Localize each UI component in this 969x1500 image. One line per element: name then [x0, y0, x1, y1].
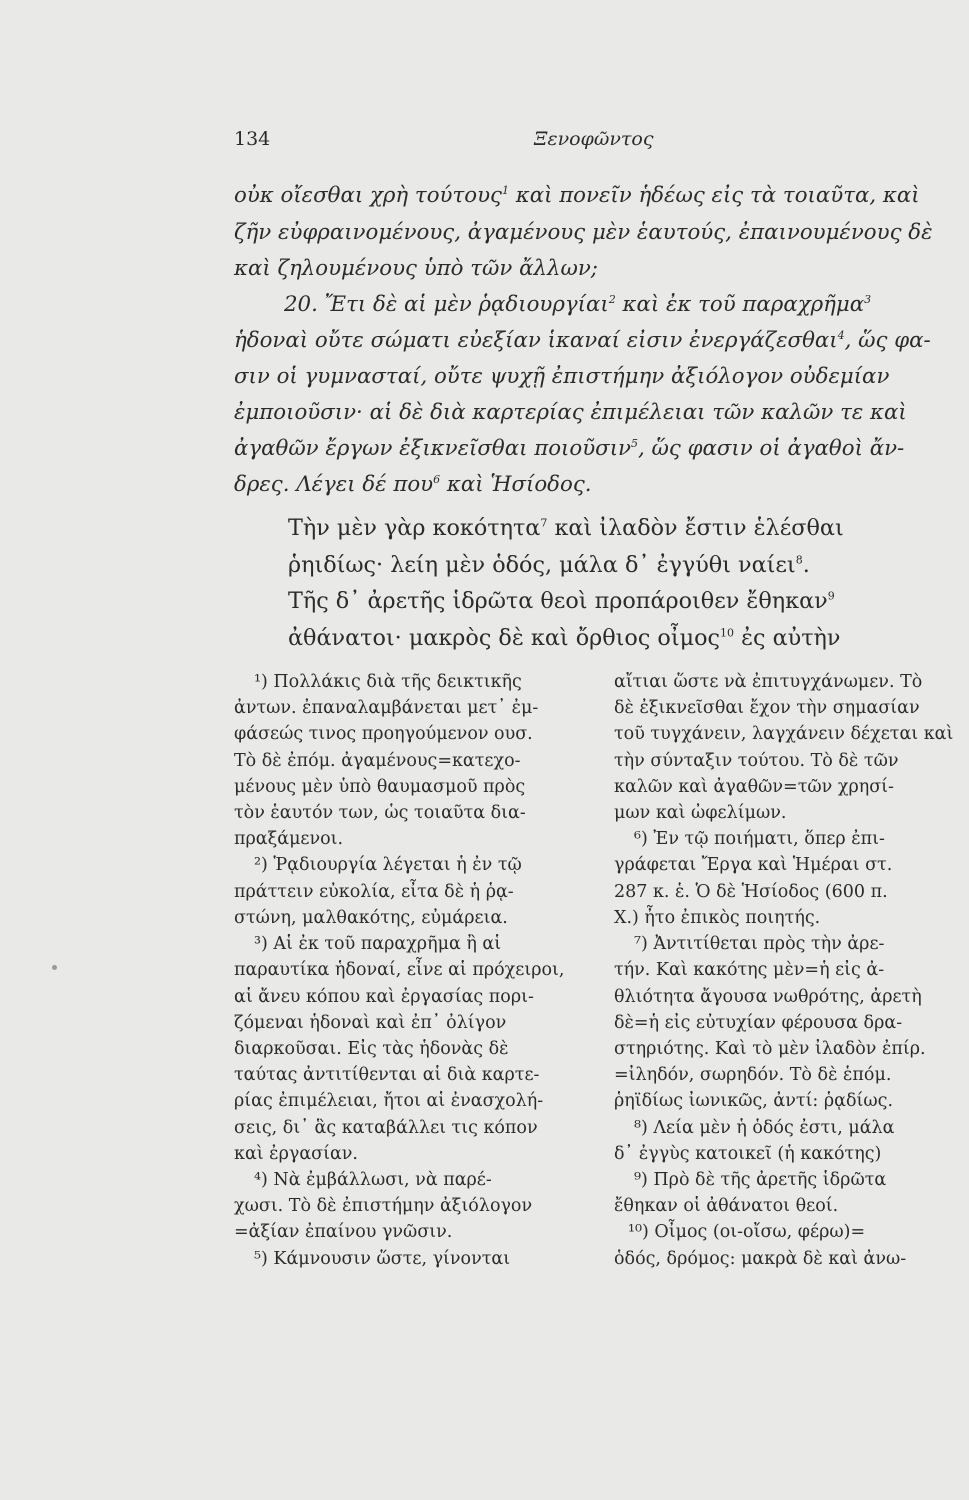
footnote-line: =ἀξίαν ἐπαίνου γνῶσιν. — [234, 1222, 453, 1242]
footnote-line: ἔθηκαν οἱ ἀθάνατοι θεοί. — [614, 1196, 839, 1216]
body-line: σιν οἱ γυμνασταί, οὔτε ψυχῇ ἐπιστήμην ἀξιόλογον οὐδεμίαν — [234, 364, 890, 389]
footnote-line: τοῦ τυγχάνειν, λαγχάνειν δέχεται καὶ — [614, 724, 954, 744]
footnote-line: καλῶν καὶ ἀγαθῶν=τῶν χρησί- — [614, 777, 894, 797]
footnote-line: ³) Αἱ ἐκ τοῦ παραχρῆμα ἢ αἱ — [254, 934, 502, 954]
verse-line: Τῆς δ᾽ ἀρετῆς ἱδρῶτα θεοὶ προπάροιθεν ἔθηκαν$^9$ — [288, 588, 835, 614]
footnote-line: πράττειν εὐκολία, εἶτα δὲ ἡ ῥᾳ- — [234, 882, 514, 902]
footnote-line: τὴν σύνταξιν τούτου. Τὸ δὲ τῶν — [614, 751, 899, 771]
footnote-line: αἱ ἄνευ κόπου καὶ ἐργασίας πορι- — [234, 987, 534, 1007]
footnote-line: ⁴) Νὰ ἐμβάλλωσι, νὰ παρέ- — [254, 1170, 492, 1190]
footnote-line: στηριότης. Καὶ τὸ μὲν ἰλαδὸν ἐπίρ. — [614, 1039, 926, 1059]
paper-speck — [52, 965, 57, 970]
footnote-line: θλιότητα ἄγουσα νωθρότης, ἀρετὴ — [614, 987, 922, 1007]
footnote-line: =ἰληδόν, σωρηδόν. Τὸ δὲ ἑπόμ. — [614, 1065, 892, 1085]
footnote-line: ¹) Πολλάκις διὰ τῆς δεικτικῆς — [254, 672, 522, 692]
footnote-line: ζόμεναι ἡδοναὶ καὶ ἐπ᾽ ὀλίγον — [234, 1013, 507, 1033]
footnote-line: καὶ ἐργασίαν. — [234, 1144, 358, 1164]
footnote-line: χωσι. Τὸ δὲ ἐπιστήμην ἀξιόλογον — [234, 1196, 533, 1216]
footnote-line: ὁδός, δρόμος: μακρὰ δὲ καὶ ἀνω- — [614, 1249, 907, 1269]
verse-line: ἀθάνατοι· μακρὸς δὲ καὶ ὄρθιος οἶμος$^{10}$ ἐς αὐτὴν — [288, 625, 841, 651]
footnote-line: Τὸ δὲ ἐπόμ. ἀγαμένους=κατεχο- — [234, 751, 521, 771]
footnote-line: ῥηϊδίως ἰωνικῶς, ἀντί: ῥᾳδίως. — [614, 1091, 894, 1111]
running-title: Ξενοφῶντος — [534, 128, 654, 150]
footnote-line: ρίας ἐπιμέλειαι, ἤτοι αἱ ἐνασχολή- — [234, 1091, 544, 1111]
footnote-line: γράφεται Ἔργα καὶ Ἡμέραι στ. — [614, 855, 893, 875]
footnote-line: σεις, δι᾽ ἃς καταβάλλει τις κόπον — [234, 1118, 538, 1138]
footnote-line: διαρκοῦσαι. Εἰς τὰς ἡδονὰς δὲ — [234, 1039, 509, 1059]
body-line: καὶ ζηλουμένους ὑπὸ τῶν ἄλλων; — [234, 256, 598, 281]
footnote-line: δὲ ἐξικνεῖσθαι ἔχον τὴν σημασίαν — [614, 698, 920, 718]
body-line: ἀγαθῶν ἔργων ἐξικνεῖσθαι ποιοῦσιν$^5$, ὥς φασιν οἱ ἀγαθοὶ ἄν- — [234, 436, 905, 461]
footnote-line: παραυτίκα ἡδοναί, εἶνε αἱ πρόχειροι, — [234, 960, 565, 980]
footnote-line: Χ.) ἦτο ἐπικὸς ποιητής. — [614, 908, 821, 928]
footnote-line: ⁶) Ἐν τῷ ποιήματι, ὅπερ ἐπι- — [634, 829, 885, 849]
footnote-line: ⁷) Ἀντιτίθεται πρὸς τὴν ἀρε- — [634, 934, 885, 954]
verse-line: ῥηιδίως· λείη μὲν ὁδός, μάλα δ᾽ ἐγγύθι ναίει$^8$. — [288, 552, 810, 578]
footnote-line: ⁵) Κάμνουσιν ὥστε, γίνονται — [254, 1249, 511, 1269]
footnote-line: τὸν ἑαυτόν των, ὡς τοιαῦτα δια- — [234, 803, 526, 823]
body-line: δρες. Λέγει δέ που$^6$ καὶ Ἡσίοδος. — [234, 472, 592, 497]
body-line: 20. Ἔτι δὲ αἱ μὲν ῥᾳδιουργίαι$^2$ καὶ ἐκ τοῦ παραχρῆμα$^3$ — [284, 292, 872, 317]
footnote-line: ταύτας ἀντιτίθενται αἱ διὰ καρτε- — [234, 1065, 540, 1085]
page-number: 134 — [234, 128, 271, 150]
footnote-line: ¹⁰) Οἶμος (οι-οἴσω, φέρω)= — [628, 1222, 866, 1242]
body-line: ἡδοναὶ οὔτε σώματι εὐεξίαν ἱκαναί εἰσιν ἐνεργάζεσθαι$^4$, ὥς φα- — [234, 328, 931, 353]
footnote-line: μων καὶ ὠφελίμων. — [614, 803, 787, 823]
footnote-line: δ᾽ ἐγγὺς κατοικεῖ (ἡ κακότης) — [614, 1144, 882, 1164]
footnote-line: ἀντων. ἐπαναλαμβάνεται μετ᾽ ἐμ- — [234, 698, 539, 718]
footnote-line: αἴτιαι ὥστε νὰ ἐπιτυγχάνωμεν. Τὸ — [614, 672, 923, 692]
footnote-line: δὲ=ἡ εἰς εὐτυχίαν φέρουσα δρα- — [614, 1013, 903, 1033]
footnote-line: φάσεώς τινος προηγούμενον ουσ. — [234, 724, 533, 744]
footnote-line: ²) Ῥᾳδιουργία λέγεται ἡ ἐν τῷ — [254, 855, 522, 875]
body-line: ἐμποιοῦσιν· αἱ δὲ διὰ καρτερίας ἐπιμέλειαι τῶν καλῶν τε καὶ — [234, 400, 907, 425]
footnote-line: μένους μὲν ὑπὸ θαυμασμοῦ πρὸς — [234, 777, 526, 797]
body-line: ζῆν εὐφραινομένους, ἀγαμένους μὲν ἑαυτούς, ἐπαινουμένους δὲ — [234, 220, 933, 245]
body-line: οὐκ οἴεσθαι χρὴ τούτους$^1$ καὶ πονεῖν ἡδέως εἰς τὰ τοιαῦτα, καὶ — [234, 183, 920, 208]
footnote-line: τήν. Καὶ κακότης μὲν=ἡ εἰς ἀ- — [614, 960, 885, 980]
footnote-line: ⁹) Πρὸ δὲ τῆς ἀρετῆς ἱδρῶτα — [634, 1170, 887, 1190]
verse-line: Τὴν μὲν γὰρ κοκότητα$^7$ καὶ ἰλαδὸν ἔστιν ἑλέσθαι — [288, 515, 844, 541]
footnote-line: 287 κ. ἑ. Ὁ δὲ Ἡσίοδος (600 π. — [614, 882, 888, 902]
footnote-line: πραξάμενοι. — [234, 829, 344, 849]
footnote-line: στώνη, μαλθακότης, εὐμάρεια. — [234, 908, 508, 928]
footnote-line: ⁸) Λεία μὲν ἡ ὁδός ἐστι, μάλα — [634, 1118, 895, 1138]
